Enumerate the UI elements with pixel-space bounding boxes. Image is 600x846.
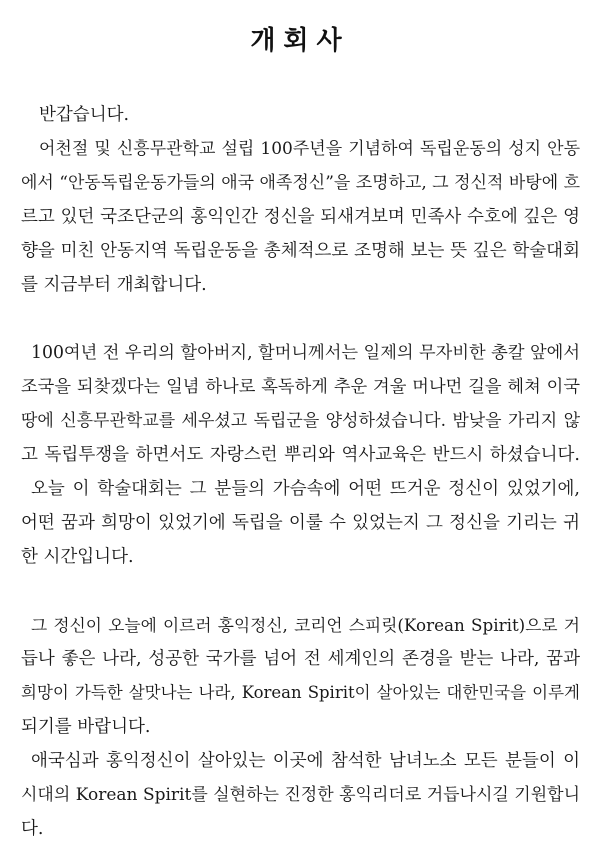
- text-line: 희망이 가득한 살맛나는 나라, Korean Spirit이 살아있는 대한민국을 이루게: [21, 683, 580, 702]
- document-body: [21, 98, 580, 846]
- text-line: 어떤 꿈과 희망이 있었기에 독립을 이룰 수 있었는지 그 정신을 기리는 귀: [21, 513, 580, 533]
- document-title: 개회사: [250, 26, 350, 56]
- text-line: 그 정신이 오늘에 이르러 홍익정신, 코리언 스피릿(Korean Spirit)으로 거: [31, 615, 580, 635]
- text-line: 향을 미친 안동지역 독립운동을 총체적으로 조명해 보는 뜻 깊은 학술대회: [21, 241, 580, 261]
- text-line: 듭나 좋은 나라, 성공한 국가를 넘어 전 세계인의 존경을 받는 나라, 꿈과: [21, 649, 580, 669]
- text-line: 조국을 되찾겠다는 일념 하나로 혹독하게 추운 겨울 머나먼 길을 헤쳐 이국: [21, 377, 580, 397]
- text-line: 르고 있던 국조단군의 홍익인간 정신을 되새겨보며 민족사 수호에 깊은 영: [21, 207, 580, 227]
- text-line: 어천절 및 신흥무관학교 설립 100주년을 기념하여 독립운동의 성지 안동: [39, 139, 580, 159]
- text-line: 애국심과 홍익정신이 살아있는 이곳에 참석한 남녀노소 모든 분들이 이: [31, 751, 580, 771]
- text-line: 시대의 Korean Spirit를 실현하는 진정한 홍익리더로 거듭나시길 기원합니: [21, 785, 580, 805]
- text-line: 땅에 신흥무관학교를 세우셨고 독립군을 양성하셨습니다. 밤낮을 가리지 않: [21, 411, 580, 431]
- text-line: 를 지금부터 개최합니다.: [21, 275, 207, 295]
- text-line: 에서 “안동독립운동가들의 애국 애족정신”을 조명하고, 그 정신적 바탕에 흐: [21, 173, 580, 193]
- text-line: 되기를 바랍니다.: [21, 717, 151, 737]
- text-line: 반갑습니다.: [39, 105, 130, 125]
- paragraph-gap: [21, 574, 580, 608]
- text-line: 고 독립투쟁을 하면서도 자랑스런 뿌리와 역사교육은 반드시 하셨습니다.: [21, 445, 580, 465]
- text-line: 오늘 이 학술대회는 그 분들의 가슴속에 어떤 뜨거운 정신이 있었기에,: [31, 479, 580, 499]
- text-line: 다.: [21, 819, 44, 839]
- text-line: 100여년 전 우리의 할아버지, 할머니께서는 일제의 무자비한 총칼 앞에서: [31, 343, 580, 363]
- paragraph-gap: [21, 302, 580, 336]
- text-line: 한 시간입니다.: [21, 547, 134, 567]
